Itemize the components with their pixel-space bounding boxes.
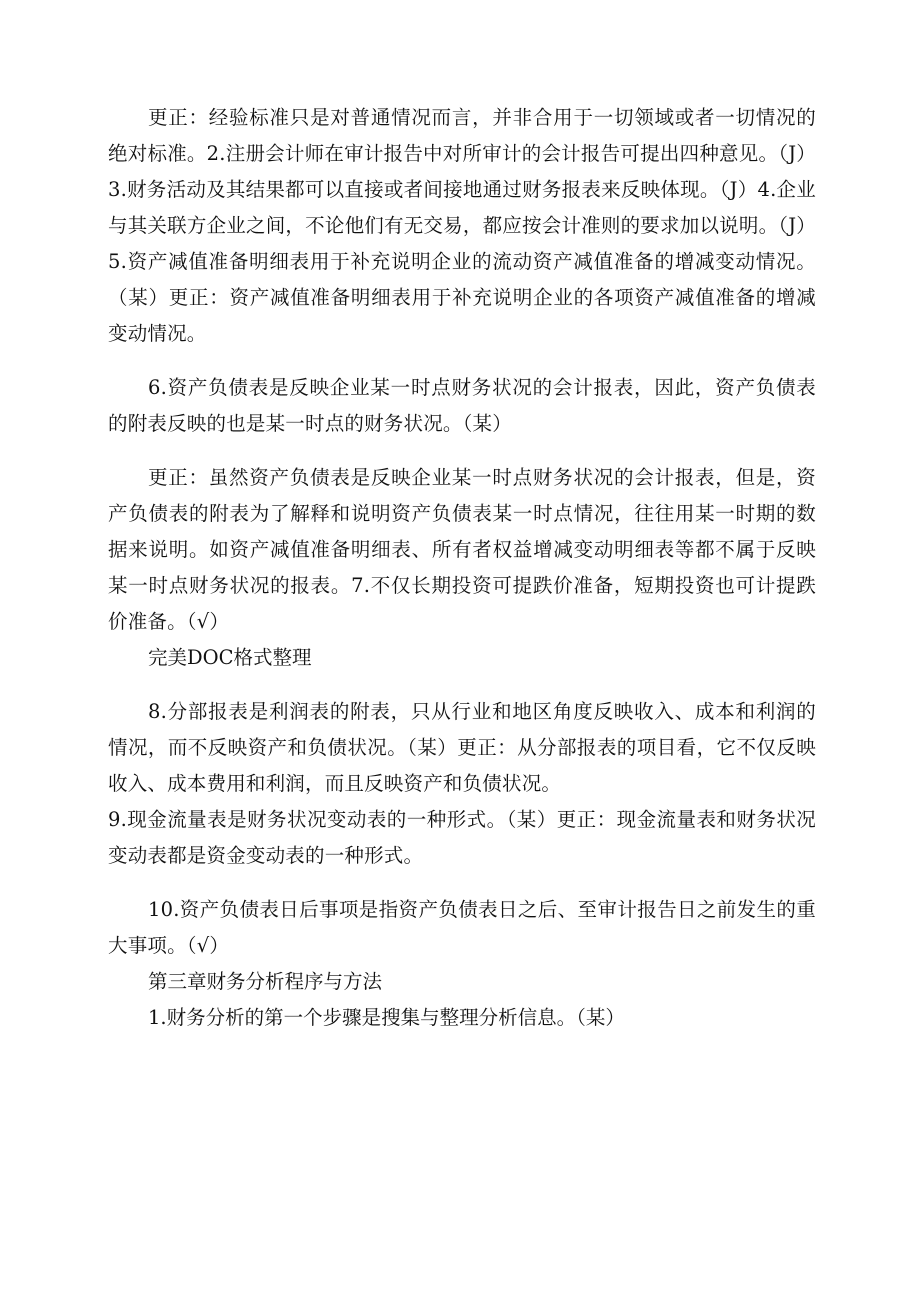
- document-page: [108, 100, 816, 1036]
- paragraph-item-8: 8.分部报表是利润表的附表，只从行业和地区角度反映收入、成本和利润的情况，而不反映资产和负债状况。（某）更正：从分部报表的项目看，它不仅反映收入、成本费用和利润，而且反映资产和负债状况。: [108, 700, 816, 795]
- watermark-line: 完美DOC格式整理: [148, 646, 312, 669]
- paragraph-chapter3-item-1: 1.财务分析的第一个步骤是搜集与整理分析信息。（某）: [148, 1006, 625, 1029]
- paragraph-item-6: 6.资产负债表是反映企业某一时点财务状况的会计报表，因此，资产负债表的附表反映的也是某一时点的财务状况。（某）: [108, 376, 816, 435]
- paragraph-item-10: 10.资产负债表日后事项是指资产负债表日之后、至审计报告日之前发生的重大事项。（√）: [108, 898, 816, 957]
- paragraph-correction-6-item-7: 更正：虽然资产负债表是反映企业某一时点财务状况的会计报表，但是，资产负债表的附表为了解释和说明资产负债表某一时点情况，往往用某一时期的数据来说明。如资产减值准备明细表、所有者权益增减变动明细表等都不属于反映某一时点财务状况的报表。7.不仅长期投资可提跌价准备，短期投资也可计提跌价准备。（√）: [108, 466, 816, 633]
- paragraph-item-9: 9.现金流量表是财务状况变动表的一种形式。（某）更正：现金流量表和财务状况变动表都是资金变动表的一种形式。: [108, 808, 816, 867]
- chapter-heading: 第三章财务分析程序与方法: [148, 970, 383, 993]
- paragraph-corrections-1-5: 更正：经验标准只是对普通情况而言，并非合用于一切领域或者一切情况的绝对标准。2.注册会计师在审计报告中对所审计的会计报告可提出四种意见。（J）3.财务活动及其结果都可以直接或者间接地通过财务报表来反映体现。（J）4.企业与其关联方企业之间，不论他们有无交易，都应按会计准则的要求加以说明。（J）5.资产减值准备明细表用于补充说明企业的流动资产减值准备的增减变动情况。（某）更正：资产减值准备明细表用于补充说明企业的各项资产减值准备的增减变动情况。: [108, 106, 816, 345]
